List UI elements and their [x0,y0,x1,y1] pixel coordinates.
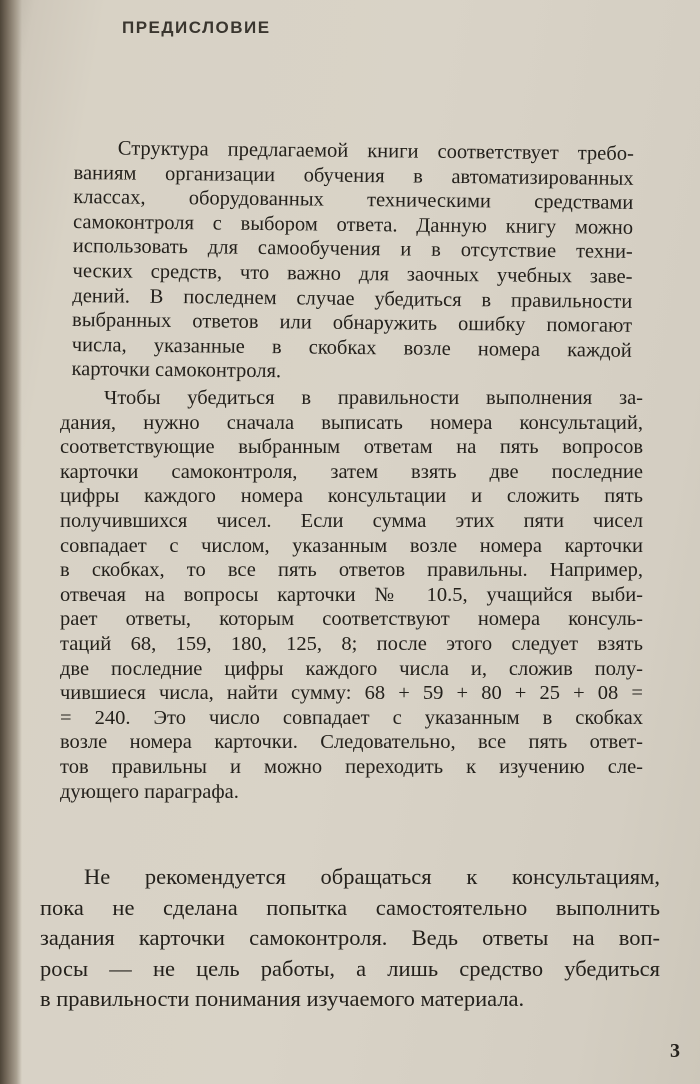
paragraph-1 [71,136,634,388]
text-line: карточки самоконтроля, затем взять две последние [60,460,643,483]
text-line: = 240. Это число совпадает с указанным в скобках [60,706,643,729]
text-line: отвечая на вопросы карточки № 10.5, учащийся выби- [60,583,643,606]
text-line: Не рекомендуется обращаться к консультациям, [84,864,660,889]
text-line: две последние цифры каждого числа и, сложив полу- [60,657,643,680]
text-line: дений. В последнем случае убедиться в правильности [72,284,633,313]
text-line: дания, нужно сначала выписать номера консультаций, [60,411,643,434]
text-line: тов правильны и можно переходить к изучению сле- [60,755,643,778]
text-line: карточки самоконтроля. [71,358,282,383]
text-line: дующего параграфа. [60,780,239,803]
text-line: росы — не цель работы, а лишь средство убедиться [40,955,660,981]
text-line: возле номера карточки. Следовательно, все пять ответ- [60,731,643,754]
text-line: чившиеся числа, найти сумму: 68 + 59 + 80 + 25 + 08 = [60,682,643,705]
text-line: получившихся чисел. Если сумма этих пяти чисел [60,509,643,532]
text-line: пока не сделана попытка самостоятельно выполнить [40,894,660,920]
text-line: задания карточки самоконтроля. Ведь ответы на воп- [40,925,660,950]
page-number: 3 [670,1040,680,1062]
text-line: ческих средств, что важно для заочных учебных заве- [72,259,633,288]
text-line: использовать для самообучения и в отсутствие техни- [72,235,633,264]
text-line: выбранных ответов или обнаружить ошибку помогают [71,309,633,338]
book-spine-shadow [0,0,22,1084]
text-line: классах, оборудованных техническими средствами [73,186,634,215]
text-line: соответствующие выбранным ответам на пять вопросов [60,436,643,459]
text-line: Структура предлагаемой книги соответствует требо- [117,137,634,165]
text-line: рает ответы, которым соответствуют номера консуль- [60,608,643,631]
page-heading: ПРЕДИСЛОВИЕ [122,18,271,37]
text-line: числа, указанные в скобках возле номера каждой [71,333,632,362]
text-line: цифры каждого номера консультации и сложить пять [60,485,643,508]
text-line: в правильности понимания изучаемого материала. [40,986,525,1011]
text-line: ваниям организации обучения в автоматизированных [73,161,634,190]
text-line: совпадает с числом, указанным возле номера карточки [60,534,643,557]
text-line: Чтобы убедиться в правильности выполнения за- [104,387,643,409]
paragraph-3 [40,862,660,1015]
paragraph-2 [60,386,643,804]
text-line: в скобках, то все пять ответов правильны. Например, [60,559,643,582]
text-line: самоконтроля с выбором ответа. Данную книгу можно [72,210,634,239]
text-line: таций 68, 159, 180, 125, 8; после этого следует взять [60,632,643,655]
